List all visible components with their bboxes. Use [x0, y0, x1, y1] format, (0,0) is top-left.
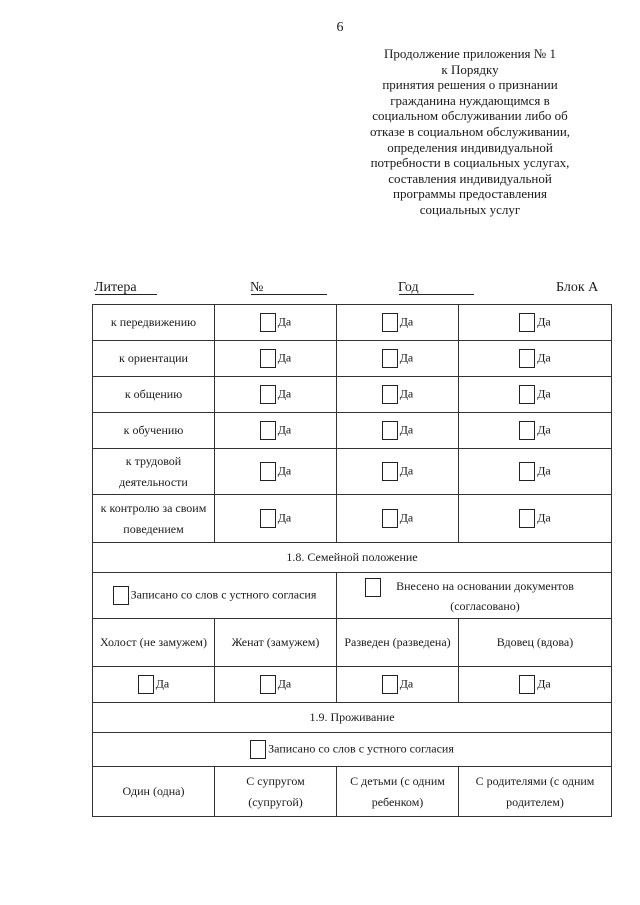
- da-checkbox[interactable]: Да: [260, 462, 292, 481]
- appendix-line: Продолжение приложения № 1: [384, 46, 556, 61]
- da-checkbox[interactable]: Да: [519, 349, 551, 368]
- ability-label: к контролю за своим поведением: [93, 495, 215, 543]
- da-checkbox[interactable]: Да: [382, 421, 414, 440]
- appendix-line: потребности в социальных услугах,: [370, 155, 570, 171]
- status-widowed: Вдовец (вдова): [459, 619, 612, 667]
- da-checkbox[interactable]: Да: [260, 385, 292, 404]
- da-checkbox[interactable]: Да: [260, 349, 292, 368]
- da-checkbox[interactable]: Да: [382, 313, 414, 332]
- appendix-line: программы предоставления: [393, 186, 547, 202]
- da-checkbox[interactable]: Да: [382, 462, 414, 481]
- appendix-line: к Порядку: [441, 61, 499, 77]
- status-single: Холост (не замужем): [93, 619, 215, 667]
- litera-label: Литера: [94, 280, 137, 295]
- appendix-line: составления индивидуальной: [388, 170, 552, 186]
- status-married: Женат (замужем): [215, 619, 337, 667]
- status-row: [93, 619, 612, 667]
- family-section-title: 1.8. Семейной положение: [93, 543, 612, 573]
- ability-label: к общению: [93, 377, 215, 413]
- appendix-line: принятия решения о признании: [382, 77, 558, 93]
- appendix-line: гражданина нуждающимся в: [390, 92, 550, 108]
- da-checkbox[interactable]: Да: [382, 509, 414, 528]
- residence-with-spouse: С супругом (супругой): [215, 767, 337, 817]
- da-checkbox[interactable]: Да: [519, 313, 551, 332]
- residence-oral-consent-checkbox[interactable]: Записано со слов с устного согласия: [250, 740, 454, 759]
- da-checkbox[interactable]: Да: [260, 421, 292, 440]
- da-checkbox[interactable]: Да: [382, 349, 414, 368]
- residence-section-title: 1.9. Проживание: [93, 703, 612, 733]
- residence-source-row: [93, 733, 612, 767]
- number-label: №: [250, 280, 264, 295]
- appendix-note: [340, 46, 600, 218]
- appendix-line: отказе в социальном обслуживании,: [369, 123, 571, 139]
- ability-row: [93, 413, 612, 449]
- ability-row: [93, 341, 612, 377]
- da-checkbox[interactable]: Да: [260, 675, 292, 694]
- ability-row: [93, 495, 612, 543]
- da-checkbox[interactable]: Да: [260, 313, 292, 332]
- documents-label: Внесено на основании документов (согласовано): [396, 578, 574, 613]
- da-checkbox[interactable]: Да: [519, 675, 551, 694]
- da-checkbox[interactable]: Да: [138, 675, 170, 694]
- ability-row: [93, 377, 612, 413]
- da-checkbox[interactable]: Да: [382, 675, 414, 694]
- appendix-line: социальных услуг: [419, 201, 521, 217]
- da-checkbox[interactable]: Да: [382, 385, 414, 404]
- ability-label: к ориентации: [93, 341, 215, 377]
- da-checkbox[interactable]: Да: [519, 421, 551, 440]
- page-number: 6: [336, 20, 344, 35]
- status-checkbox-row: [93, 667, 612, 703]
- section-row: [93, 703, 612, 733]
- oral-consent-checkbox[interactable]: Записано со слов с устного согласия: [113, 586, 317, 605]
- ability-row: [93, 449, 612, 495]
- year-label: Год: [398, 280, 419, 295]
- assessment-table: [92, 304, 612, 817]
- source-row: [93, 573, 612, 619]
- documents-checkbox[interactable]: [365, 578, 381, 597]
- da-checkbox[interactable]: Да: [260, 509, 292, 528]
- appendix-line: социальном обслуживании либо об: [372, 108, 568, 124]
- residence-options-row: [93, 767, 612, 817]
- ability-label: к трудовой деятельности: [93, 449, 215, 495]
- block-label: Блок А: [556, 280, 599, 295]
- residence-with-parents: С родителями (с одним родителем): [459, 767, 612, 817]
- form-header: [94, 280, 610, 298]
- da-checkbox[interactable]: Да: [519, 462, 551, 481]
- residence-alone: Один (одна): [93, 767, 215, 817]
- residence-with-children: С детьми (с одним ребенком): [337, 767, 459, 817]
- appendix-line: определения индивидуальной: [387, 139, 553, 155]
- da-checkbox[interactable]: Да: [519, 385, 551, 404]
- ability-label: к передвижению: [93, 305, 215, 341]
- status-divorced: Разведен (разведена): [337, 619, 459, 667]
- ability-row: [93, 305, 612, 341]
- section-row: [93, 543, 612, 573]
- da-checkbox[interactable]: Да: [519, 509, 551, 528]
- ability-label: к обучению: [93, 413, 215, 449]
